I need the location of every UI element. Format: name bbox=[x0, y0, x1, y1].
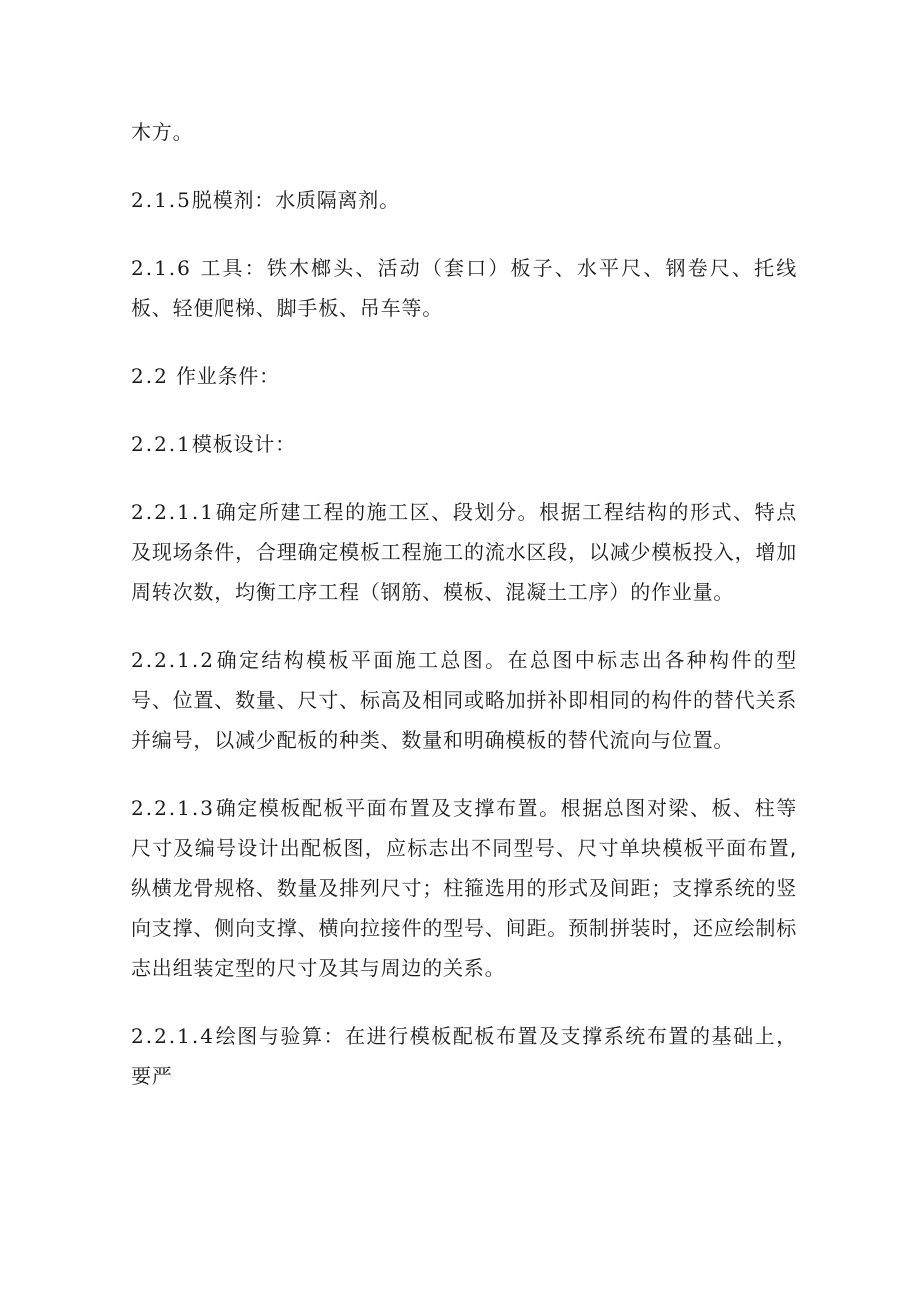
paragraph-text: 木方。 bbox=[131, 120, 194, 144]
paragraph-text: 脱模剂：水质隔离剂。 bbox=[191, 188, 400, 212]
document-body bbox=[131, 112, 797, 1124]
paragraph-text: 工具：铁木榔头、活动（套口）板子、水平尺、钢卷尺、托线板、轻便爬梯、脚手板、吊车等。 bbox=[131, 256, 797, 320]
paragraph bbox=[131, 1016, 797, 1096]
paragraph bbox=[131, 356, 797, 396]
paragraph-text: 作业条件： bbox=[168, 364, 280, 388]
paragraph-text: 确定模板配板平面布置及支撑布置。根据总图对梁、板、柱等尺寸及编号设计出配板图，应标志出不同型号、尺寸单块模板平面布置,纵横龙骨规格、数量及排列尺寸；柱箍选用的形式及间距；支撑系统的竖向支撑、侧向支撑、横向拉接件的型号、间距。预制拼装时，还应绘制标志出组装定型的尺寸及其与周边的关系。 bbox=[131, 796, 797, 980]
paragraph bbox=[131, 640, 797, 760]
section-number: 2.2.1.3 bbox=[131, 796, 215, 820]
section-number: 2.2.1.2 bbox=[131, 648, 215, 672]
paragraph bbox=[131, 248, 797, 328]
paragraph bbox=[131, 112, 797, 152]
paragraph-text: 确定结构模板平面施工总图。在总图中标志出各种构件的型号、位置、数量、尺寸、标高及相同或略加拼补即相同的构件的替代关系并编号，以减少配板的种类、数量和明确模板的替代流向与位置。 bbox=[131, 648, 797, 752]
section-number: 2.1.6 bbox=[131, 256, 192, 280]
section-number: 2.2.1 bbox=[131, 432, 192, 456]
paragraph bbox=[131, 180, 797, 220]
section-number: 2.2 bbox=[131, 364, 169, 388]
paragraph bbox=[131, 424, 797, 464]
paragraph bbox=[131, 788, 797, 988]
paragraph-text: 绘图与验算：在进行模板配板布置及支撑系统布置的基础上，要严 bbox=[131, 1024, 797, 1088]
paragraph-text: 模板设计： bbox=[191, 432, 296, 456]
section-number: 2.1.5 bbox=[131, 188, 192, 212]
paragraph-text: 确定所建工程的施工区、段划分。根据工程结构的形式、特点及现场条件，合理确定模板工程施工的流水区段，以减少模板投入，增加周转次数，均衡工序工程（钢筋、模板、混凝土工序）的作业量。 bbox=[131, 500, 797, 604]
section-number: 2.2.1.1 bbox=[131, 500, 215, 524]
section-number: 2.2.1.4 bbox=[131, 1024, 215, 1048]
paragraph bbox=[131, 492, 797, 612]
